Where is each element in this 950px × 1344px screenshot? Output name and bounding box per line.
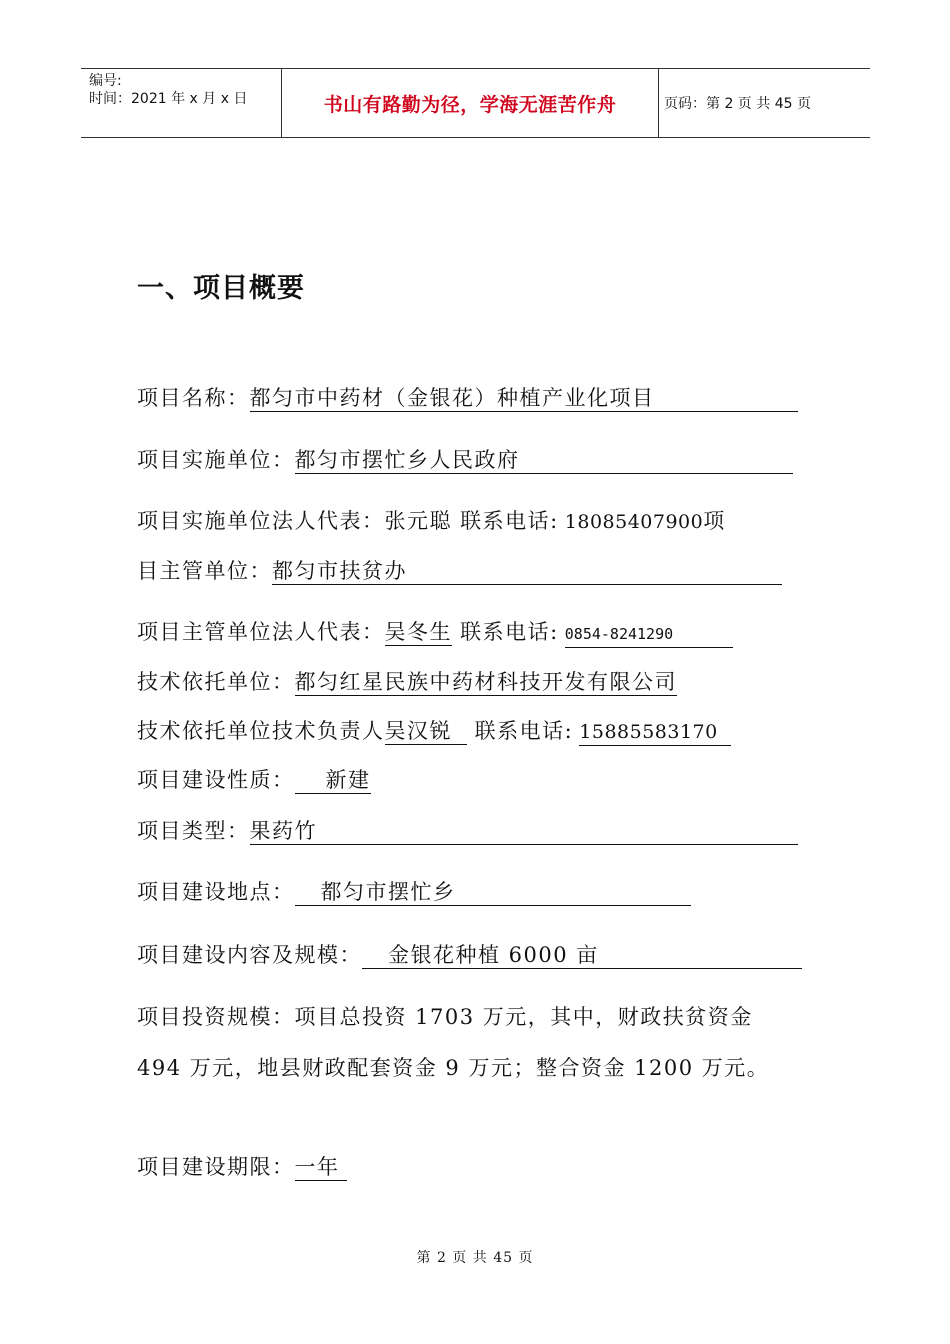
tech-rep-row [137, 716, 731, 746]
wrapped-text: 项 [703, 509, 726, 533]
impl-unit-row [137, 445, 793, 475]
header-page-number: 页码：第 2 页 共 45 页 [664, 96, 811, 112]
impl-rep-row [137, 506, 726, 537]
field-label: 项目类型： [137, 819, 250, 843]
site-value [295, 879, 691, 906]
field-label: 项目建设期限： [137, 1155, 295, 1179]
tech-phone-value: 15885583170 [579, 719, 731, 746]
field-label: 目主管单位： [137, 559, 272, 583]
nature-row [137, 765, 371, 795]
site-value-text: 都匀市摆忙乡 [320, 880, 456, 904]
field-label: 技术依托单位技术负责人 [137, 719, 385, 743]
mgr-unit-value: 都匀市扶贫办 [272, 558, 782, 585]
field-label: 项目名称： [137, 386, 250, 410]
field-label: 项目建设内容及规模： [137, 943, 362, 967]
header-divider [658, 69, 659, 137]
mgr-rep-row [137, 617, 733, 648]
field-label: 联系电话: [452, 620, 559, 644]
tech-unit-value: 都匀红星民族中药材科技开发有限公司 [294, 670, 677, 694]
section-title: 一、项目概要 [137, 273, 305, 304]
header-motto: 书山有路勤为径，学海无涯苦作舟 [323, 93, 617, 116]
page-footer: 第 2 页 共 45 页 [416, 1250, 534, 1266]
type-row [137, 816, 798, 846]
header-meta [81, 69, 281, 137]
project-name-row [137, 383, 798, 413]
tech-unit-row [137, 667, 677, 697]
field-label: 联系电话: [452, 509, 559, 533]
mgr-phone-value: 0854-8241290 [565, 621, 733, 648]
invest-line-1: 项目投资规模：项目总投资 1703 万元，其中，财政扶贫资金 [137, 1005, 753, 1029]
impl-unit-value: 都匀市摆忙乡人民政府 [295, 447, 793, 474]
number-label: 编号: [89, 73, 122, 89]
impl-phone-value: 18085407900 [564, 511, 704, 533]
invest-line-2: 494 万元，地县财政配套资金 9 万元；整合资金 1200 万元。 [137, 1056, 770, 1080]
field-label: 项目主管单位法人代表： [137, 620, 385, 644]
field-label: 项目实施单位： [137, 448, 295, 472]
site-row [137, 877, 691, 907]
time-text: 时间：2021 年 x 月 x 日 [89, 91, 248, 107]
mgr-rep-value: 吴冬生 [384, 620, 452, 644]
field-label: 技术依托单位： [137, 670, 295, 694]
scale-value [362, 942, 802, 969]
type-value: 果药竹 [250, 818, 798, 845]
project-name-value: 都匀市中药材（金银花）种植产业化项目 [250, 385, 798, 412]
tech-rep-value: 吴汉锐 [385, 718, 467, 745]
period-row [137, 1152, 347, 1182]
field-label: 项目实施单位法人代表： [137, 509, 385, 533]
field-label: 项目建设地点： [137, 880, 295, 904]
impl-rep-value: 张元聪 [384, 509, 452, 533]
page-header [81, 68, 870, 138]
field-label: 项目建设性质： [137, 768, 295, 792]
mgr-unit-row [137, 556, 782, 586]
field-label: 联系电话: [466, 719, 574, 743]
nature-value: 新建 [295, 767, 371, 794]
scale-value-text: 金银花种植 6000 亩 [388, 943, 599, 967]
period-value: 一年 [295, 1154, 347, 1181]
scale-row [137, 940, 802, 970]
